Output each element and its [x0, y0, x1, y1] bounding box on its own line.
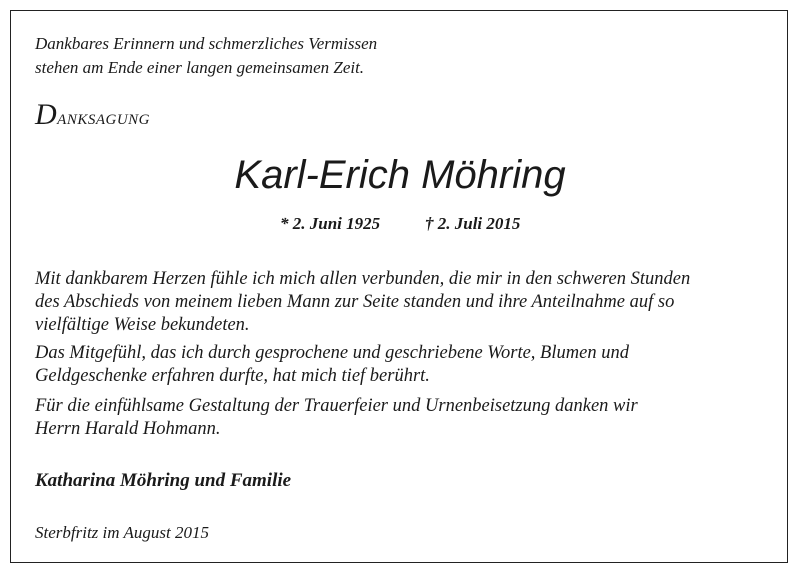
death-date: † 2. Juli 2015: [425, 214, 521, 233]
intro-line-1: Dankbares Erinnern und schmerzliches Vermissen: [35, 34, 378, 53]
intro-text: [35, 32, 377, 80]
thanks-paragraph-3: [35, 395, 775, 441]
paragraph-2-line-2: Geldgeschenke erfahren durfte, hat mich tief berührt.: [35, 366, 430, 386]
intro-line-2: stehen am Ende einer langen gemeinsamen Zeit.: [35, 58, 365, 77]
place-and-date: Sterbfritz im August 2015: [35, 523, 209, 542]
paragraph-3-line-1: Für die einfühlsame Gestaltung der Trauerfeier und Urnenbeisetzung danken wir: [35, 396, 638, 416]
heading-first-letter: D: [35, 98, 58, 131]
birth-date: * 2. Juni 1925: [280, 214, 381, 233]
paragraph-2-line-1: Das Mitgefühl, das ich durch gesprochene und geschriebene Worte, Blumen und: [35, 343, 629, 363]
heading-rest: anksagung: [57, 104, 151, 129]
notice-heading: [35, 98, 150, 132]
thanks-paragraph-1: [35, 268, 775, 337]
paragraph-1-line-3: vielfältige Weise bekundeten.: [35, 315, 250, 335]
signature: Katharina Möhring und Familie: [35, 470, 292, 491]
paragraph-3-line-2: Herrn Harald Hohmann.: [35, 419, 221, 439]
paragraph-1-line-1: Mit dankbarem Herzen fühle ich mich allen verbunden, die mir in den schweren Stunden: [35, 269, 691, 289]
thanks-paragraph-2: [35, 342, 775, 388]
paragraph-1-line-2: des Abschieds von meinem lieben Mann zur Seite standen und ihre Anteilnahme auf so: [35, 292, 675, 312]
deceased-name: Karl-Erich Möhring: [234, 153, 566, 197]
